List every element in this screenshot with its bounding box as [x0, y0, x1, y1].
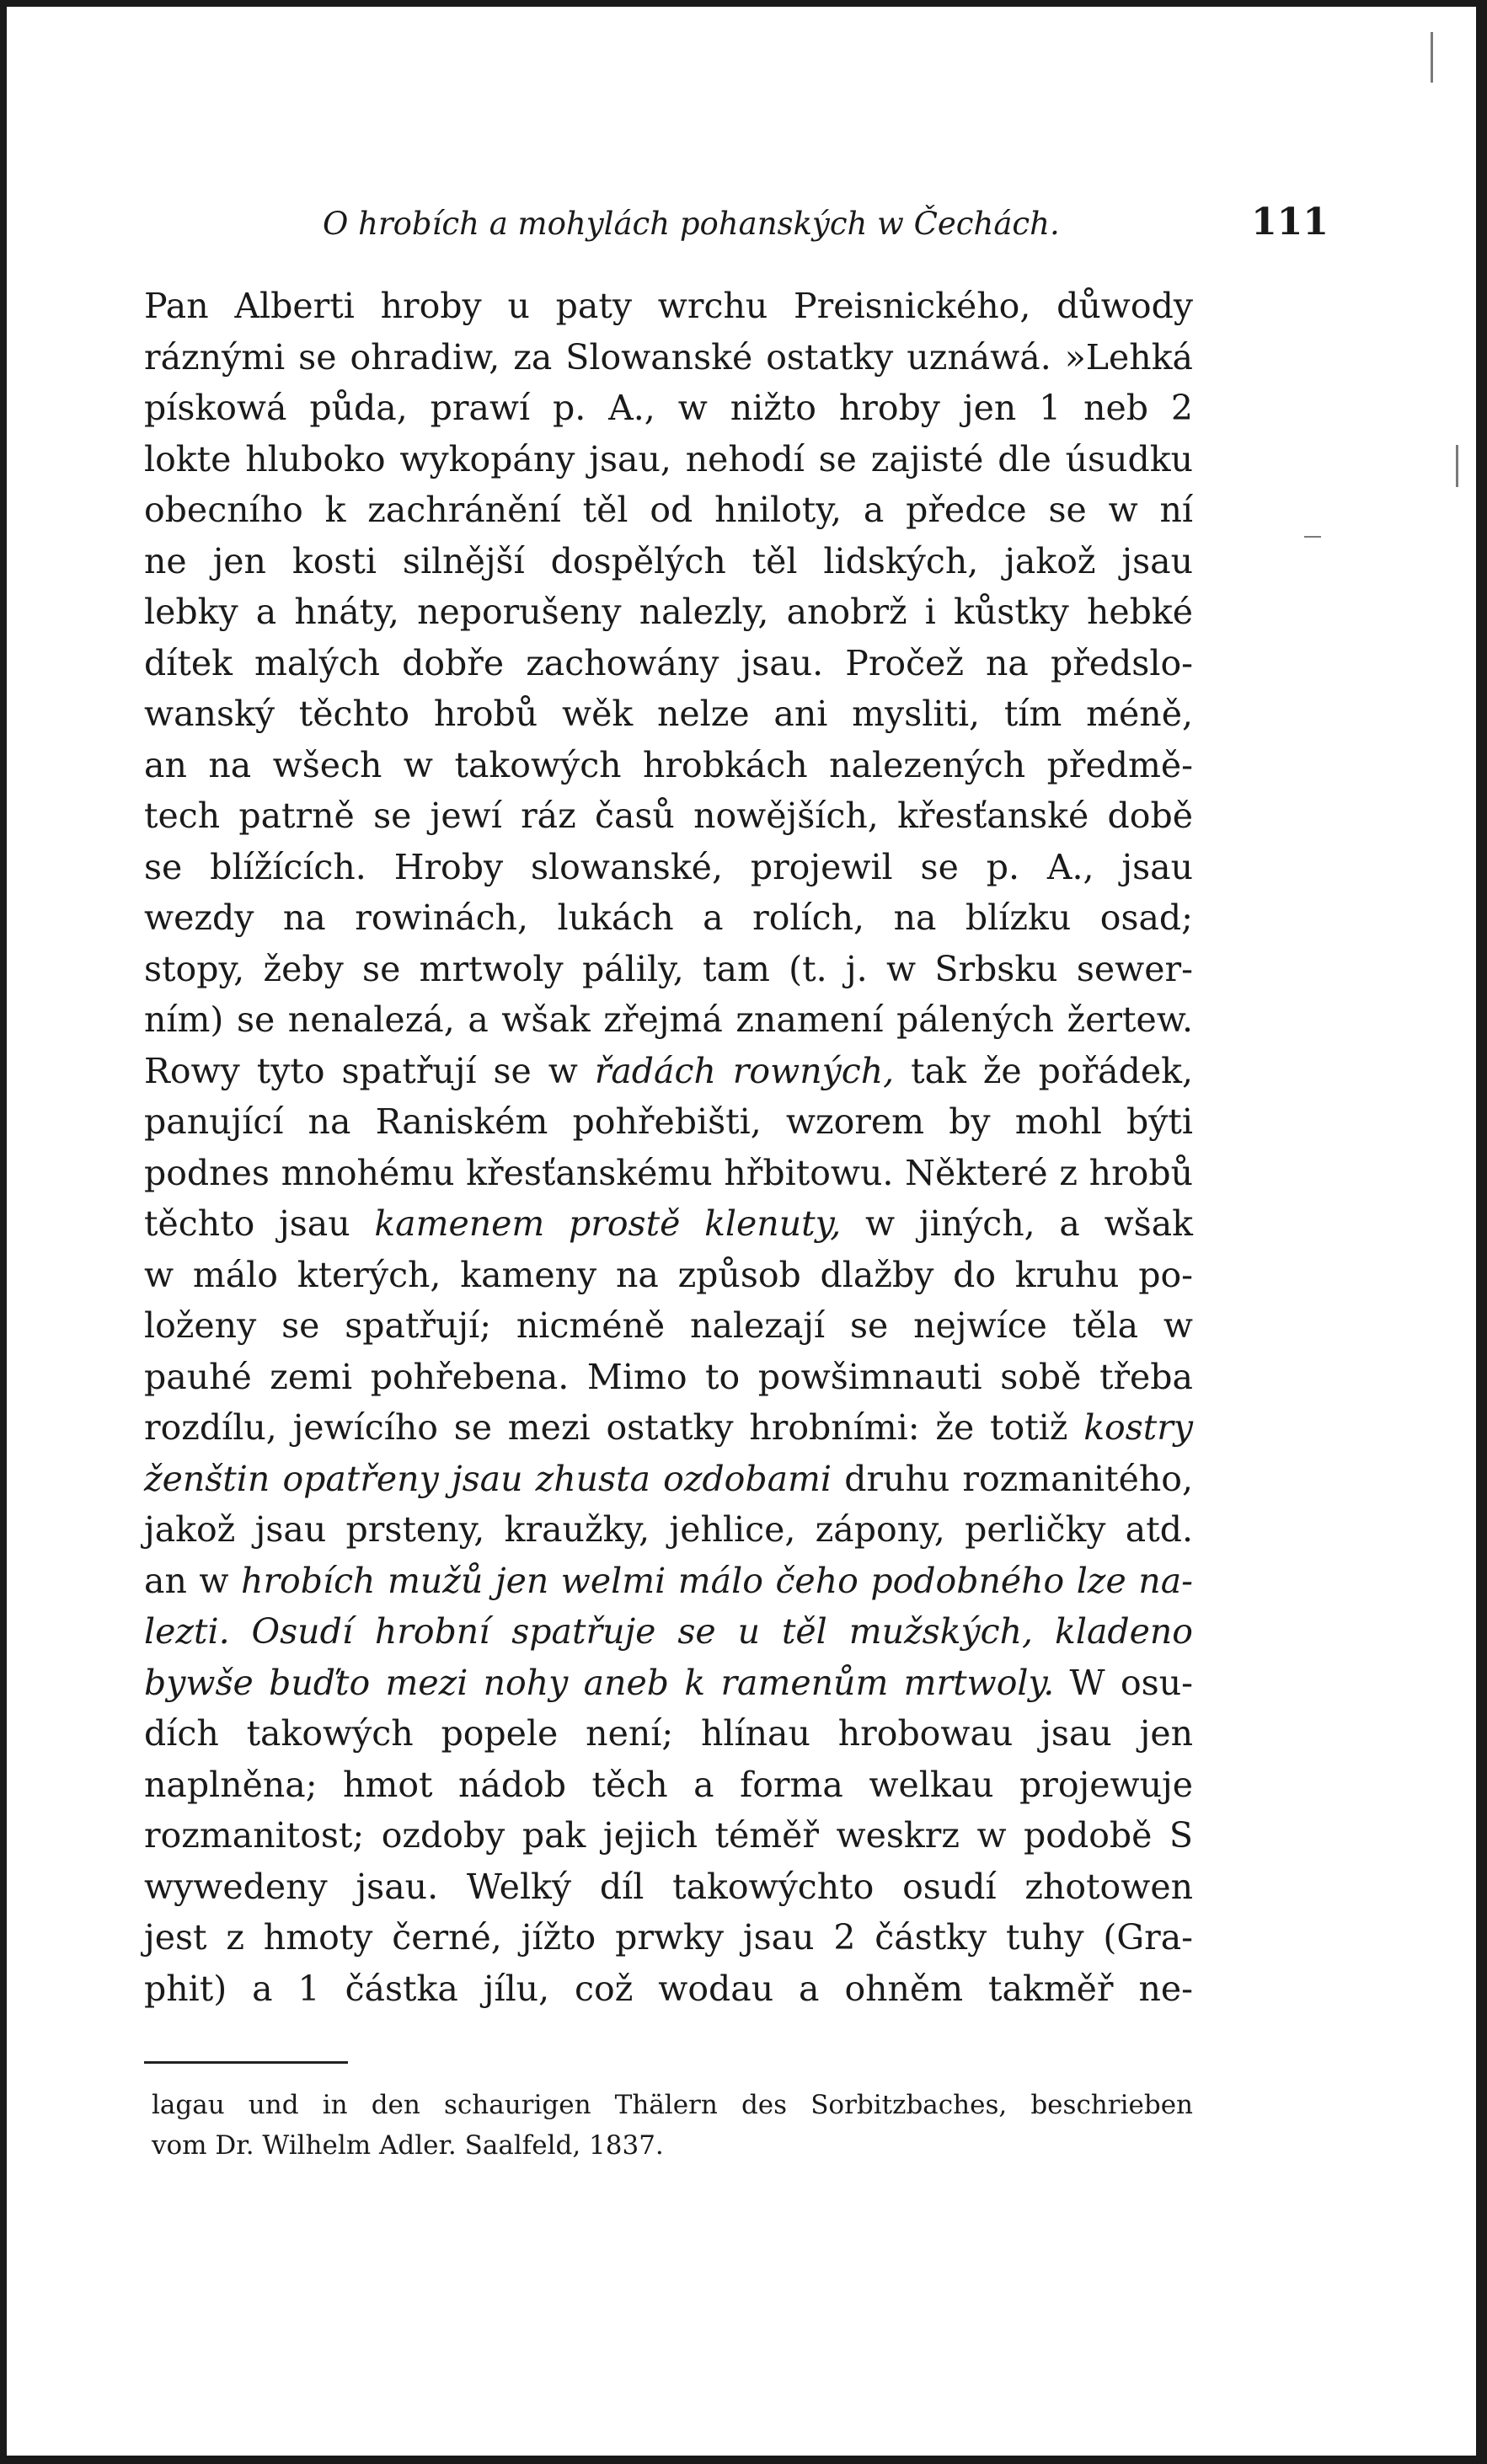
text-line	[144, 1912, 1193, 1963]
text-segment: podnes mnohému křesťanskému hřbitowu. Některé z hrobů	[144, 1152, 1193, 1193]
text-line	[144, 638, 1193, 689]
text-segment: w jiných, a wšak	[841, 1203, 1193, 1244]
italic-text-segment: kostry	[1083, 1407, 1193, 1448]
text-line	[144, 281, 1193, 332]
text-segment: jakož jsau prsteny, kraužky, jehlice, zápony, perličky atd.	[144, 1509, 1193, 1550]
text-segment: dítek malých dobře zachowány jsau. Pročež na předslo-	[144, 642, 1193, 683]
italic-text-segment: hrobích mužů jen welmi málo čeho podobného lze na-	[241, 1560, 1193, 1601]
text-line	[144, 1300, 1193, 1352]
text-segment: wywedeny jsau. Welký díl takowýchto osudí zhotowen	[144, 1866, 1193, 1907]
scan-edge-mark	[1456, 445, 1458, 487]
text-segment: W osu-	[1054, 1662, 1193, 1703]
text-line	[144, 842, 1193, 893]
running-header	[142, 201, 1329, 251]
text-line	[144, 944, 1193, 995]
text-line	[144, 536, 1193, 587]
text-segment: phit) a 1 částka jílu, což wodau a ohněm takměř ne-	[144, 1968, 1193, 2009]
footnote-line: vom Dr. Wilhelm Adler. Saalfeld, 1837.	[152, 2130, 664, 2161]
text-line	[144, 1810, 1193, 1861]
text-line	[144, 1250, 1193, 1301]
italic-text-segment: řadách rowných,	[594, 1050, 895, 1091]
text-line	[144, 1148, 1193, 1199]
text-line	[144, 994, 1193, 1046]
text-line	[144, 1963, 1193, 2015]
text-segment: lebky a hnáty, neporušeny nalezly, anobrž i kůstky hebké	[144, 592, 1193, 632]
text-line	[144, 1658, 1193, 1709]
text-segment: an w	[144, 1560, 242, 1601]
text-segment: tech patrně se jewí ráz časů nowějších, křesťanské době	[144, 795, 1193, 836]
footnote-line: lagau und in den schaurigen Thälern des Sorbitzbaches, beschrieben	[152, 2090, 1193, 2120]
text-line	[144, 383, 1193, 434]
text-segment: an na wšech w takowých hrobkách nalezených předmě-	[144, 744, 1193, 785]
text-line	[144, 587, 1193, 638]
body-text	[144, 281, 1193, 2014]
italic-text-segment: lezti. Osudí hrobní spatřuje se u těl mužských, kladeno	[144, 1611, 1193, 1652]
italic-text-segment: ženštin opatřeny jsau zhusta ozdobami	[144, 1458, 832, 1499]
text-line	[144, 1861, 1193, 1913]
text-line	[144, 1454, 1193, 1505]
text-line	[144, 1708, 1193, 1760]
footnote-separator	[144, 2061, 348, 2064]
text-segment: loženy se spatřují; nicméně nalezají se nejwíce těla w	[144, 1305, 1193, 1346]
book-page	[7, 7, 1476, 2456]
text-segment: Rowy tyto spatřují se w	[144, 1050, 595, 1091]
text-segment: w málo kterých, kameny na způsob dlažby do kruhu po-	[144, 1254, 1193, 1295]
italic-text-segment: kamenem prostě klenuty,	[374, 1203, 842, 1244]
scan-edge-mark	[1431, 32, 1433, 83]
text-segment: panující na Raniském pohřebišti, wzorem by mohl býti	[144, 1101, 1193, 1142]
text-line	[144, 790, 1193, 842]
footnote	[152, 2085, 1193, 2166]
text-segment: jest z hmoty černé, jížto prwky jsau 2 částky tuhy (Gra-	[144, 1917, 1193, 1958]
text-segment: stopy, žeby se mrtwoly pálily, tam (t. j. w Srbsku sewer-	[144, 948, 1193, 989]
text-segment: ním) se nenalezá, a wšak zřejmá znamení pálených žertew.	[144, 999, 1193, 1040]
text-segment: ráznými se ohradiw, za Slowanské ostatky uznáwá. »Lehká	[144, 336, 1193, 378]
text-segment: tak že pořádek,	[894, 1050, 1193, 1091]
text-segment: wezdy na rowinách, lukách a rolích, na blízku osad;	[144, 897, 1193, 938]
text-segment: naplněna; hmot nádob těch a forma welkau projewuje	[144, 1764, 1193, 1805]
text-line	[144, 1402, 1193, 1454]
text-segment: wanský těchto hrobů wěk nelze ani mysliti, tím méně,	[144, 694, 1193, 734]
text-segment: pauhé zemi pohřebena. Mimo to powšimnauti sobě třeba	[144, 1356, 1193, 1397]
text-segment: dích takowých popele není; hlínau hrobowau jsau jen	[144, 1713, 1193, 1754]
scan-edge-mark	[1304, 536, 1321, 538]
text-segment: rozmanitost; ozdoby pak jejich téměř weskrz w podobě S	[144, 1815, 1193, 1856]
text-line	[144, 485, 1193, 536]
text-line	[144, 1504, 1193, 1556]
text-line	[144, 434, 1193, 485]
text-line	[144, 332, 1193, 383]
running-title: O hrobích a mohylách pohanských w Čechách.	[323, 206, 1060, 242]
text-segment: rozdílu, jewícího se mezi ostatky hrobními: že totiž	[144, 1407, 1084, 1448]
text-segment: Pan Alberti hroby u paty wrchu Preisnického, důwody	[144, 286, 1193, 326]
text-line	[144, 892, 1193, 944]
text-segment: těchto jsau	[144, 1203, 375, 1244]
text-line	[144, 1352, 1193, 1403]
italic-text-segment: bywše buďto mezi nohy aneb k ramenům mrtwoly.	[144, 1662, 1055, 1703]
text-segment: pískowá půda, prawí p. A., w nižto hroby jen 1 neb 2	[144, 388, 1193, 428]
text-segment: druhu rozmanitého,	[832, 1458, 1193, 1499]
text-segment: obecního k zachránění těl od hniloty, a předce se w ní	[144, 490, 1193, 530]
text-line	[144, 1760, 1193, 1811]
text-line	[144, 688, 1193, 740]
text-line	[144, 1556, 1193, 1607]
text-line	[144, 1198, 1193, 1250]
text-line	[144, 1606, 1193, 1658]
page-number: 111	[1251, 201, 1329, 244]
text-segment: se blížících. Hroby slowanské, projewil se p. A., jsau	[144, 846, 1193, 887]
text-line	[144, 1096, 1193, 1148]
text-segment: ne jen kosti silnější dospělých těl lidských, jakož jsau	[144, 540, 1193, 581]
text-segment: lokte hluboko wykopány jsau, nehodí se zajisté dle úsudku	[144, 438, 1193, 479]
text-line	[144, 740, 1193, 791]
text-line	[144, 1046, 1193, 1097]
